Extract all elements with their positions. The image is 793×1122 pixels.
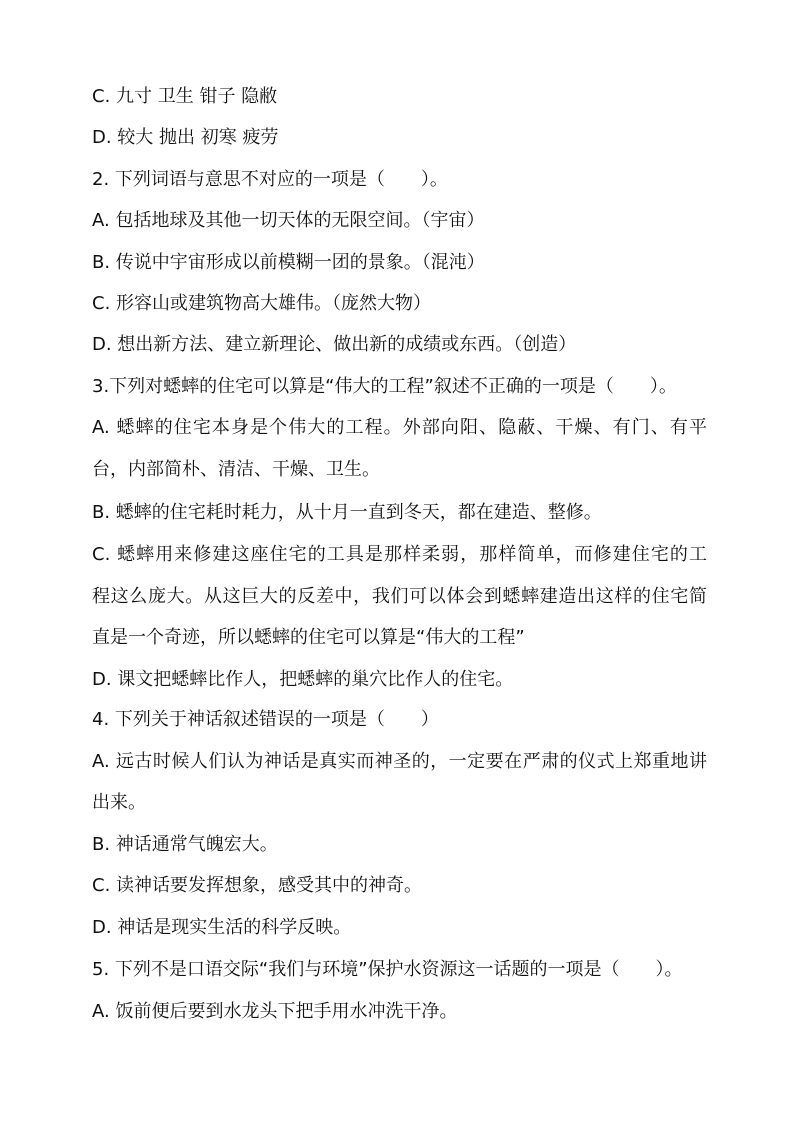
text-line: D. 想出新方法、建立新理论、做出新的成绩或东西。（创造） xyxy=(92,334,577,355)
text-line: C. 九寸 卫生 钳子 隐敝 xyxy=(92,86,278,107)
text-line: B. 神话通常气魄宏大。 xyxy=(92,834,278,855)
text-line: 5. 下列不是口语交际“我们与环境”保护水资源这一话题的一项是（ ）。 xyxy=(92,959,683,980)
text-line: 2. 下列词语与意思不对应的一项是（ ）。 xyxy=(92,169,448,190)
text-line: 4. 下列关于神话叙述错误的一项是（ ） xyxy=(92,709,439,730)
text-line: A. 蟋蟀的住宅本身是个伟大的工程。外部向阳、隐蔽、干燥、有门、有平 xyxy=(92,417,707,438)
text-line: 3.下列对蟋蟀的住宅可以算是“伟大的工程”叙述不正确的一项是（ ）。 xyxy=(92,376,677,397)
text-line: B. 传说中宇宙形成以前模糊一团的景象。（混沌） xyxy=(92,252,485,273)
text-line: D. 较大 抛出 初寒 疲劳 xyxy=(92,127,279,148)
text-line: D. 课文把蟋蟀比作人，把蟋蟀的巢穴比作人的住宅。 xyxy=(92,669,514,690)
text-line: A. 饭前便后要到水龙头下把手用水冲洗干净。 xyxy=(92,1001,458,1022)
text-line: 出来。 xyxy=(92,792,146,813)
text-line: 程这么庞大。从这巨大的反差中，我们可以体会到蟋蟀建造出这样的住宅简 xyxy=(92,586,707,607)
text-line: C. 蟋蟀用来修建这座住宅的工具是那样柔弱，那样简单，而修建住宅的工 xyxy=(92,544,707,565)
text-line: B. 蟋蟀的住宅耗时耗力，从十月一直到冬天，都在建造、整修。 xyxy=(92,502,602,523)
text-line: 直是一个奇迹，所以蟋蟀的住宅可以算是“伟大的工程” xyxy=(92,627,525,648)
text-line: A. 远古时候人们认为神话是真实而神圣的，一定要在严肃的仪式上郑重地讲 xyxy=(92,751,707,772)
text-line: A. 包括地球及其他一切天体的无限空间。（宇宙） xyxy=(92,210,485,231)
text-line: D. 神话是现实生活的科学反映。 xyxy=(92,917,352,938)
text-line: C. 读神话要发挥想象，感受其中的神奇。 xyxy=(92,875,423,896)
text-line: 台，内部简朴、清洁、干燥、卫生。 xyxy=(92,459,380,480)
text-line: C. 形容山或建筑物高大雄伟。（庞然大物） xyxy=(92,293,432,314)
